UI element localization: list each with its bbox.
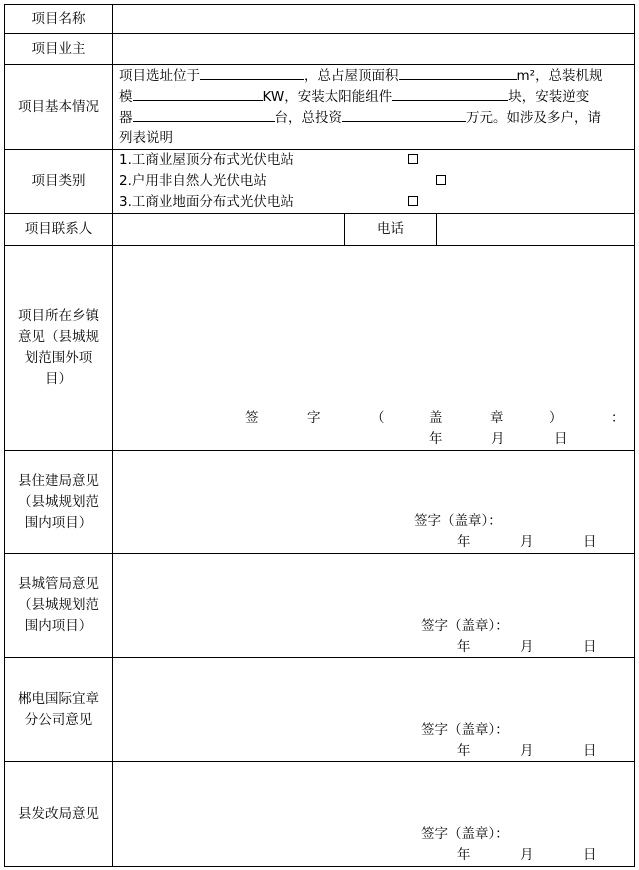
label-line: （县城规划范	[18, 493, 99, 510]
text: 器	[119, 110, 133, 126]
basic-info-content	[113, 65, 634, 149]
sign-char: 字	[307, 410, 321, 426]
sign-label: 签字（盖章）：	[421, 722, 509, 738]
township-opinion-label	[5, 246, 112, 450]
power-company-label	[5, 658, 112, 761]
project-name-field[interactable]	[113, 5, 634, 33]
text: 块，安装逆变	[508, 89, 590, 105]
text: 台，总投资	[274, 110, 342, 126]
housing-bureau-field[interactable]	[113, 451, 634, 553]
category-options	[113, 150, 634, 213]
rule	[4, 866, 635, 867]
basic-info-label: 项目基本情况	[18, 98, 99, 115]
label-line: 项目所在乡镇	[18, 308, 99, 324]
basic-info-line-2	[119, 86, 589, 107]
date-year: 年	[429, 431, 443, 447]
label-line: 郴电国际宜章	[18, 690, 99, 707]
urban-bureau-field[interactable]	[113, 554, 634, 657]
sign-char: 签	[245, 410, 259, 426]
urban-bureau-label	[5, 554, 112, 657]
category-option-1: 1.工商业屋顶分布式光伏电站	[119, 152, 294, 168]
date-year: 年	[457, 639, 471, 655]
label-line: 县发改局意见	[18, 805, 99, 822]
sign-char: ）	[549, 410, 563, 426]
basic-info-line-4: 列表说明	[119, 130, 173, 146]
date-day: 日	[583, 847, 597, 863]
date-year: 年	[457, 847, 471, 863]
date-day: 日	[583, 534, 597, 550]
date-month: 月	[520, 743, 534, 759]
checkbox-option-3[interactable]	[408, 196, 418, 206]
label-line: 围内项目）	[24, 514, 93, 531]
date-month: 月	[520, 639, 534, 655]
checkbox-option-1[interactable]	[408, 154, 418, 164]
inverters-blank[interactable]	[133, 107, 275, 122]
checkbox-option-2[interactable]	[436, 175, 446, 185]
modules-blank[interactable]	[392, 86, 508, 101]
contact-field[interactable]	[113, 214, 344, 245]
text: 模	[119, 89, 133, 105]
sign-label: 签字（盖章）：	[414, 513, 502, 529]
basic-info-line-1	[119, 65, 603, 86]
text: ，总占屋顶面积	[304, 68, 399, 84]
sign-char: 盖	[429, 410, 443, 426]
date-month: 月	[520, 534, 534, 550]
power-company-field[interactable]	[113, 658, 634, 761]
project-name-label: 项目名称	[31, 10, 86, 27]
category-option-2: 2.户用非自然人光伏电站	[119, 173, 267, 189]
sign-char: ：	[611, 410, 625, 426]
rule	[634, 4, 635, 867]
contact-label: 项目联系人	[24, 221, 93, 237]
sign-label: 签字（盖章）：	[421, 618, 509, 634]
label-line: 意见（县城规	[18, 329, 99, 345]
date-day: 日	[554, 431, 568, 447]
township-opinion-field[interactable]	[113, 246, 634, 450]
investment-blank[interactable]	[342, 107, 466, 122]
label-line: 围内项目）	[24, 618, 93, 634]
sign-char: （	[371, 410, 385, 426]
roof-area-blank[interactable]	[399, 65, 517, 80]
phone-label: 电话	[377, 221, 404, 237]
ndrc-field[interactable]	[113, 762, 634, 866]
category-option-3: 3.工商业地面分布式光伏电站	[119, 194, 294, 210]
category-label: 项目类别	[31, 173, 86, 189]
text: 项目选址位于	[119, 68, 200, 84]
sign-label: 签字（盖章）：	[421, 826, 509, 842]
text: m²，总装机规	[516, 68, 603, 84]
label-line: 县城管局意见	[18, 576, 99, 592]
sign-char: 章	[490, 410, 504, 426]
label-line: （县城规划范	[18, 597, 99, 613]
date-day: 日	[583, 743, 597, 759]
location-blank[interactable]	[200, 65, 304, 80]
label-line: 目）	[45, 371, 72, 387]
label-line: 县住建局意见	[18, 472, 99, 489]
date-month: 月	[491, 431, 505, 447]
text: KW，安装太阳能组件	[262, 89, 393, 105]
project-owner-label: 项目业主	[31, 40, 86, 57]
date-year: 年	[457, 534, 471, 550]
housing-bureau-label	[5, 451, 112, 553]
label-line: 划范围外项	[24, 350, 93, 366]
date-month: 月	[520, 847, 534, 863]
ndrc-label	[5, 762, 112, 866]
date-year: 年	[457, 743, 471, 759]
project-owner-field[interactable]	[113, 34, 634, 64]
basic-info-line-3	[119, 107, 601, 128]
phone-field[interactable]	[437, 214, 634, 245]
date-day: 日	[583, 639, 597, 655]
text: 万元。如涉及多户，请	[466, 110, 601, 126]
capacity-blank[interactable]	[133, 86, 263, 101]
label-line: 分公司意见	[24, 711, 93, 728]
